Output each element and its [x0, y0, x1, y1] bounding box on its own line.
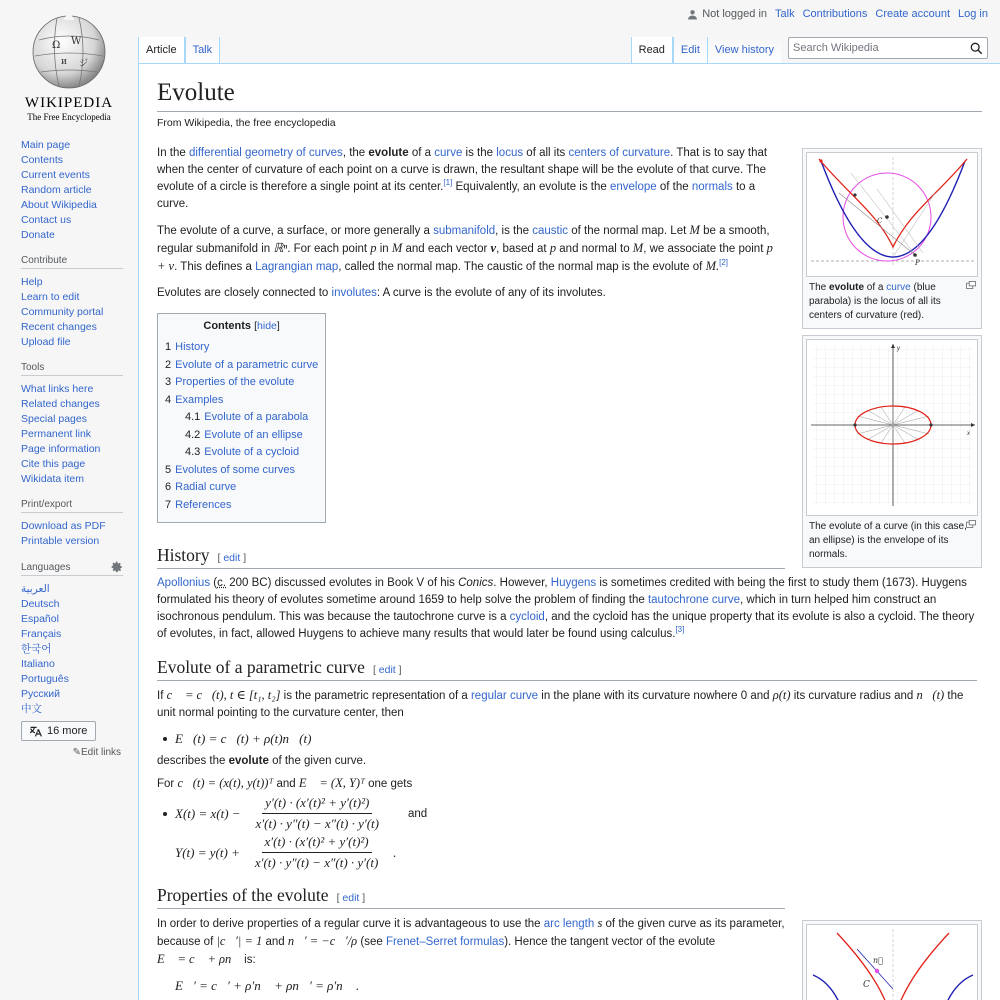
search-icon[interactable]	[970, 42, 983, 55]
nav-contents[interactable]: Contents	[21, 154, 64, 166]
search-placeholder: Search Wikipedia	[793, 42, 879, 54]
tab-talk[interactable]: Talk	[185, 37, 221, 63]
create-account-link[interactable]: Create account	[875, 8, 951, 20]
svg-text:P: P	[915, 259, 920, 267]
tools-permanent[interactable]: Permanent link	[21, 428, 92, 440]
view-tabs	[631, 37, 781, 63]
languages-heading: Languages	[21, 561, 123, 576]
nav-about[interactable]: About Wikipedia	[21, 199, 97, 211]
svg-text:C: C	[877, 217, 883, 225]
print-portal	[21, 499, 138, 549]
svg-text:y: y	[897, 346, 900, 352]
lang-french[interactable]: Français	[21, 628, 62, 640]
languages-portal	[21, 561, 138, 758]
tab-edit[interactable]: Edit	[673, 37, 707, 63]
ellipse-figure[interactable]	[806, 339, 978, 516]
print-pdf[interactable]: Download as PDF	[21, 520, 106, 532]
svg-text:и: и	[61, 57, 67, 67]
lead-paragraph-2: The evolute of a curve, a surface, or more generally a submanifold, is the caustic of the normal map. Let M be a smooth, regular submanifold in ℝⁿ. For each point p in M and each vector v, based at p and normal to M, we associate the point p + v. This defines a Lagrangian map, called the normal map. The caustic of the normal map is the evolute of M.[2]	[157, 223, 773, 273]
properties-paragraph: In order to derive properties of a regular curve it is advantageous to use the arc length s of the given curve as its parameter, because of |c⃗′| = 1 and n⃗′ = −c⃗′/ρ (see Frenet–Serret formulas). Hence the tangent vector of the evolute E⃗ = c⃗ + ρn⃗ is:	[157, 916, 785, 966]
more-languages-button[interactable]: 16 more	[21, 721, 96, 741]
personal-tools	[687, 8, 988, 20]
link-tautochrone[interactable]: tautochrone curve	[647, 594, 741, 606]
toc-item[interactable]: 4.3 Evolute of a cycloid	[185, 446, 300, 458]
link-differential-geometry[interactable]: differential geometry of curves	[188, 147, 343, 159]
formula-tangent: E⃗′ = c⃗′ + ρ′n⃗ + ρn⃗′ = ρ′n⃗ .	[175, 978, 360, 993]
parametric-heading: Evolute of a parametric curve [ edit ]	[157, 657, 977, 681]
link-envelope[interactable]: envelope	[609, 181, 657, 193]
formula-x: X(t) = x(t) − $\frac{\text{y′(t) · (x′(t)² + y′(t)²)}}{x'(t) \cdot y''(t) - x''(t) \cdot y'(t)}$ and	[163, 795, 977, 832]
ref-2[interactable]: [2]	[719, 258, 729, 268]
site-subtitle: From Wikipedia, the free encyclopedia	[157, 117, 336, 129]
lang-portuguese[interactable]: Português	[21, 673, 69, 685]
talk-link[interactable]: Talk	[775, 8, 795, 20]
tools-page-info[interactable]: Page information	[21, 443, 101, 455]
link-regular-curve[interactable]: regular curve	[470, 690, 539, 702]
contribute-portal	[21, 255, 138, 350]
history-heading: History [ edit ]	[157, 545, 785, 569]
toc-item[interactable]: 1 History	[165, 341, 210, 353]
contribute-help[interactable]: Help	[21, 276, 43, 288]
contribute-upload[interactable]: Upload file	[21, 336, 71, 348]
svg-text:C: C	[863, 980, 870, 990]
wikipedia-logo[interactable]	[14, 10, 124, 122]
toc-item[interactable]: 4 Examples	[165, 393, 224, 406]
contribute-heading: Contribute	[21, 255, 123, 269]
thumb-parabola	[802, 148, 982, 329]
table-of-contents	[157, 313, 326, 523]
nav-contact[interactable]: Contact us	[21, 214, 72, 226]
not-logged-in: Not logged in	[687, 8, 767, 20]
for-paragraph: For c⃗(t) = (x(t), y(t))ᵀ and E⃗ = (X, Y)ᵀ one gets	[157, 776, 413, 790]
tools-heading: Tools	[21, 362, 123, 376]
link-lagrangian-map[interactable]: Lagrangian map	[255, 261, 339, 273]
svg-text:W: W	[71, 36, 82, 47]
link-centers-of-curvature[interactable]: centers of curvature	[568, 147, 671, 159]
nav-donate[interactable]: Donate	[21, 229, 55, 241]
properties-edit-link[interactable]: edit	[342, 892, 360, 904]
history-edit-link[interactable]: edit	[223, 552, 241, 564]
properties-figure[interactable]	[806, 924, 978, 1000]
link-submanifold[interactable]: submanifold	[433, 225, 496, 237]
tools-portal	[21, 362, 138, 487]
print-heading: Print/export	[21, 499, 123, 513]
svg-text:Ω: Ω	[52, 40, 61, 51]
describes-paragraph: describes the evolute of the given curve.	[157, 755, 367, 767]
history-paragraph: Apollonius (c. 200 BC) discussed evolutes in Book V of his Conics. However, Huygens is sometimes credited with being the first to study them (1673). Huygens formulated his theory of evolutes sometime around 1659 to help solve the problem of finding the tautochrone curve, which in turn helped him construct an isochronous pendulum. This was because the tautochrone curve is a cycloid, and the cycloid has the unique property that its evolute is also a cycloid. The theory of evolutes, in fact, allowed Huygens to achieve many results that would later be found using calculus.[3]	[157, 577, 975, 640]
toc-title: Contents [hide]	[203, 320, 280, 332]
thumb-ellipse	[802, 335, 982, 568]
svg-text:x: x	[967, 431, 970, 437]
ref-3[interactable]: [3]	[675, 625, 685, 635]
translate-icon	[30, 725, 42, 737]
link-normals[interactable]: normals	[691, 181, 733, 193]
ellipse-diagram	[807, 340, 979, 510]
svg-text:n⃗: n⃗	[873, 956, 883, 965]
link-caustic[interactable]: caustic	[532, 225, 569, 237]
properties-diagram	[807, 925, 978, 1000]
link-circa[interactable]: c.	[217, 577, 227, 589]
lang-spanish[interactable]: Español	[21, 613, 59, 625]
lang-italian[interactable]: Italiano	[21, 658, 55, 670]
thumb-properties	[802, 920, 982, 1000]
tab-read[interactable]: Read	[631, 37, 673, 63]
lead-paragraph-3: Evolutes are closely connected to involutes: A curve is the evolute of any of its involutes.	[157, 287, 606, 299]
page-title: Evolute	[157, 78, 982, 112]
nav-main-page[interactable]: Main page	[21, 139, 71, 151]
link-involutes[interactable]: involutes	[331, 287, 377, 299]
properties-heading: Properties of the evolute [ edit ]	[157, 885, 785, 909]
parabola-figure[interactable]	[806, 152, 978, 277]
formula-evolute: E⃗(t) = c⃗(t) + ρ(t)n⃗(t)	[163, 731, 977, 747]
toc-item[interactable]: 3 Properties of the evolute	[165, 376, 295, 388]
lang-german[interactable]: Deutsch	[21, 598, 60, 610]
contributions-link[interactable]: Contributions	[802, 8, 868, 20]
log-in-link[interactable]: Log in	[958, 8, 988, 20]
parametric-paragraph: If c⃗ = c⃗(t), t ∈ [t₁, t₂] is the parametric representation of a regular curve in the plane with its curvature nowhere 0 and ρ(t) its curvature radius and n⃗(t) the unit normal pointing to the curvature center, then	[157, 688, 964, 719]
search-input[interactable]	[788, 37, 988, 59]
toc-item[interactable]: 6 Radial curve	[165, 481, 237, 493]
gear-icon[interactable]	[111, 561, 123, 573]
thumb-curve-link[interactable]: curve	[886, 282, 911, 293]
tools-cite[interactable]: Cite this page	[21, 458, 86, 470]
toc-item[interactable]: 4.1 Evolute of a parabola	[185, 411, 309, 423]
lang-russian[interactable]: Русский	[21, 688, 60, 700]
tools-what-links[interactable]: What links here	[21, 383, 94, 395]
nav-random-article[interactable]: Random article	[21, 184, 92, 196]
enlarge-icon[interactable]	[966, 520, 976, 528]
svg-text:ジ: ジ	[79, 59, 89, 69]
nav-current-events[interactable]: Current events	[21, 169, 90, 181]
wordmark: WIKIPEDIA	[24, 95, 114, 111]
thumb-ellipse-caption: The evolute of a curve (in this case, an ellipse) is the envelope of its normals.	[806, 516, 978, 564]
lang-korean[interactable]: 한국어	[21, 643, 52, 655]
toc-item[interactable]: 5 Evolutes of some curves	[165, 463, 295, 476]
tagline: The Free Encyclopedia	[27, 112, 111, 122]
lead-paragraph-1: In the differential geometry of curves, the evolute of a curve is the locus of all its centers of curvature. That is to say that when the center of curvature of each point on a curve is drawn, the resultant shape will be the evolute of that curve. The evolute of a circle is therefore a single point at its center.[1] Equivalently, an evolute is the envelope of the normals to a curve.	[157, 147, 768, 210]
tab-view-history[interactable]: View history	[707, 37, 781, 63]
toc-item[interactable]: 7 References	[165, 498, 232, 511]
link-cycloid[interactable]: cycloid	[509, 611, 545, 623]
contribute-portal-link[interactable]: Community portal	[21, 306, 104, 318]
tab-article[interactable]: Article	[138, 37, 185, 63]
link-locus[interactable]: locus	[496, 147, 524, 159]
formula-y: Y(t) = y(t) + $\frac{\text{x′(t) · (x′(t)² + y′(t)²)}}{x'(t) \cdot y''(t) - x''(t) \cdot y'(t)}$ .	[175, 834, 397, 870]
parametric-edit-link[interactable]: edit	[378, 664, 396, 676]
link-apollonius[interactable]: Apollonius	[157, 577, 211, 589]
contribute-recent[interactable]: Recent changes	[21, 321, 97, 333]
namespace-tabs	[138, 37, 220, 63]
toc-item[interactable]: 4.2 Evolute of an ellipse	[185, 428, 303, 441]
navigation-portal	[21, 138, 138, 243]
lead-section	[157, 145, 782, 531]
puzzle-globe-icon	[27, 10, 111, 90]
parabola-diagram	[807, 153, 979, 271]
link-curve[interactable]: curve	[434, 147, 463, 159]
sidebar	[0, 138, 138, 770]
link-huygens[interactable]: Huygens	[550, 577, 597, 589]
user-icon	[687, 9, 698, 20]
tools-wikidata[interactable]: Wikidata item	[21, 473, 85, 485]
lang-arabic[interactable]: العربية	[21, 583, 50, 595]
pencil-icon: ✎	[72, 747, 81, 758]
enlarge-icon[interactable]	[966, 281, 976, 289]
print-printable[interactable]: Printable version	[21, 535, 100, 547]
lang-chinese[interactable]: 中文	[21, 703, 42, 715]
edit-links[interactable]: ✎Edit links	[72, 747, 121, 758]
tools-related[interactable]: Related changes	[21, 398, 100, 410]
toc-hide-link[interactable]: hide	[257, 320, 277, 332]
tools-special[interactable]: Special pages	[21, 413, 87, 425]
thumb-parabola-caption: The evolute of a curve (blue parabola) is the locus of all its centers of curvature (red).	[806, 277, 978, 325]
toc-item[interactable]: 2 Evolute of a parametric curve	[165, 358, 319, 371]
article-content	[138, 63, 1000, 1000]
contribute-learn[interactable]: Learn to edit	[21, 291, 80, 303]
ref-1[interactable]: [1]	[443, 178, 453, 188]
link-arc-length[interactable]: arc length	[543, 918, 595, 930]
link-frenet-serret[interactable]: Frenet–Serret formulas	[385, 936, 505, 948]
